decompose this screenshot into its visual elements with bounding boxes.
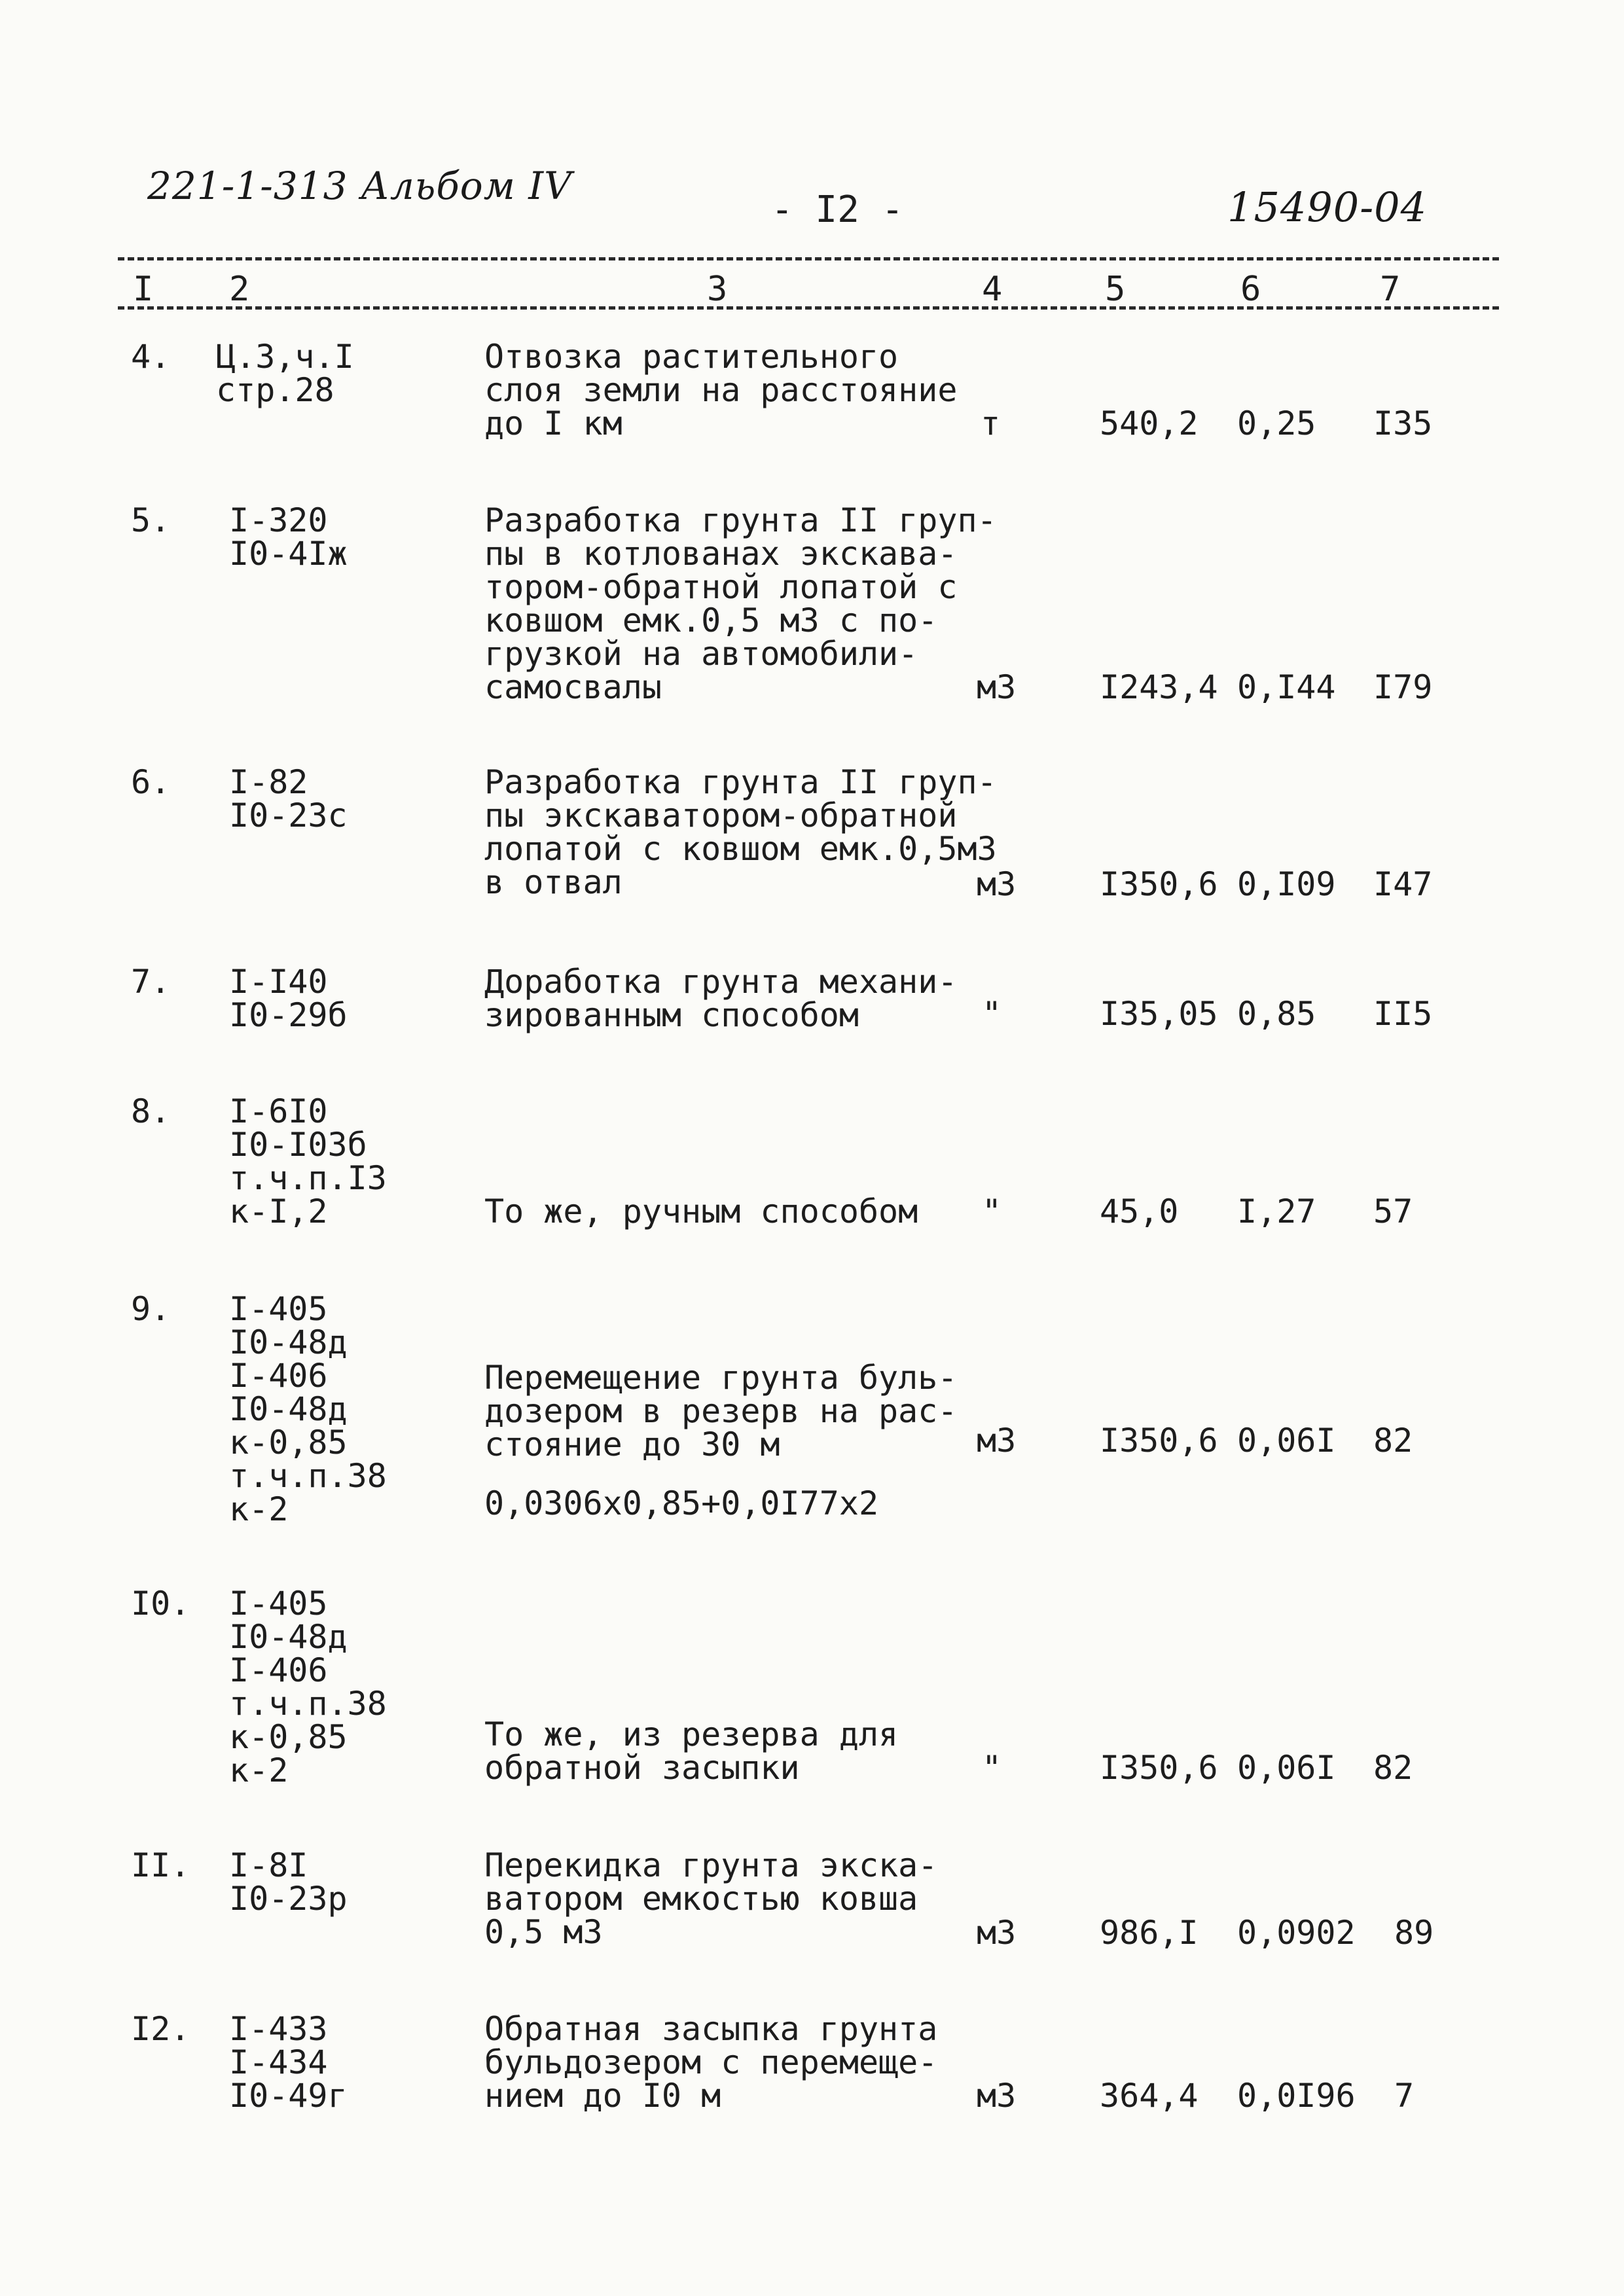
row-coefficient: 0,0902: [1237, 1914, 1356, 1952]
row-total: II5: [1373, 995, 1433, 1033]
row-total: 57: [1373, 1193, 1413, 1230]
row-coefficient: I,27: [1237, 1193, 1316, 1230]
row-coefficient: 0,06I: [1237, 1749, 1336, 1787]
row-number: I0.: [131, 1585, 190, 1623]
row-description: Отвозка растительного слоя земли на расстояние до I км: [484, 338, 958, 442]
column-number-3: 3: [707, 270, 728, 309]
row-coefficient: 0,0I96: [1237, 2077, 1356, 2115]
row-coefficient: 0,25: [1237, 404, 1316, 442]
row-reference: Ц.3,ч.I стр.28: [216, 338, 354, 409]
column-number-7: 7: [1380, 270, 1401, 309]
row-total: 82: [1373, 1749, 1413, 1787]
row-reference: I-433 I-434 I0-49г: [229, 2010, 348, 2115]
header-top-rule: [118, 257, 1499, 260]
row-total: 89: [1394, 1914, 1434, 1952]
row-total: 7: [1394, 2077, 1415, 2115]
row-description: Разработка грунта II груп- пы экскаватором-обратной лопатой с ковшом емк.0,5м3 в отвал: [484, 763, 997, 901]
page-number: - I2 -: [771, 188, 904, 231]
row-coefficient: 0,06I: [1237, 1422, 1336, 1460]
row-unit: м3: [977, 1422, 1017, 1460]
row-description: Перемещение грунта буль- дозером в резерв на рас- стояние до 30 м: [484, 1359, 958, 1463]
row-number: I2.: [131, 2010, 190, 2048]
row-total: I35: [1373, 404, 1433, 442]
row-number: 7.: [131, 963, 171, 1001]
row-unit: м3: [977, 668, 1017, 706]
row-description: Доработка грунта механи- зированным способом: [484, 963, 958, 1034]
row-reference: I-6I0 I0-I03б т.ч.п.I3 к-I,2: [229, 1092, 387, 1230]
row-quantity: 364,4: [1100, 2077, 1199, 2115]
row-description: Разработка грунта II груп- пы в котлованах экскава- тором-обратной лопатой с ковшом емк.0,5 м3 с по- грузкой на автомобили- самосвалы: [484, 501, 997, 706]
row-quantity: I350,6: [1100, 1422, 1218, 1460]
row-unit: м3: [977, 1914, 1017, 1952]
row-coefficient: 0,I09: [1237, 865, 1336, 903]
row-quantity: I350,6: [1100, 1749, 1218, 1787]
column-number-1: I: [133, 270, 154, 309]
row-unit: м3: [977, 865, 1017, 903]
row-quantity: I350,6: [1100, 865, 1218, 903]
row-description: То же, из резерва для обратной засыпки: [484, 1715, 899, 1787]
row-coefficient: 0,85: [1237, 995, 1316, 1033]
row-reference: I-8I I0-23р: [229, 1846, 348, 1918]
row-unit: т: [981, 404, 1001, 442]
row-coefficient: 0,I44: [1237, 668, 1336, 706]
row-reference: I-320 I0-4Iж: [229, 501, 348, 573]
row-total: 82: [1373, 1422, 1413, 1460]
row-unit: ": [982, 1193, 1002, 1230]
column-number-6: 6: [1240, 270, 1261, 309]
row-description: Обратная засыпка грунта бульдозером с перемеще- нием до I0 м: [484, 2010, 938, 2115]
row-total: I79: [1373, 668, 1433, 706]
row-reference: I-I40 I0-29б: [229, 963, 348, 1034]
row-number: 8.: [131, 1092, 171, 1130]
row-number: 4.: [131, 338, 171, 376]
column-number-2: 2: [229, 270, 250, 309]
row-unit: ": [982, 995, 1002, 1033]
row-description: Перекидка грунта экска- ватором емкостью ковша 0,5 м3: [484, 1846, 938, 1951]
row-reference: I-405 I0-48д I-406 I0-48д к-0,85 т.ч.п.38 к-2: [229, 1290, 387, 1528]
row-reference: I-405 I0-48д I-406 т.ч.п.38 к-0,85 к-2: [229, 1585, 387, 1789]
calculation-formula: 0,0306х0,85+0,0I77х2: [484, 1484, 879, 1522]
row-unit: м3: [977, 2077, 1017, 2115]
column-number-5: 5: [1105, 270, 1126, 309]
row-number: II.: [131, 1846, 190, 1884]
row-number: 9.: [131, 1290, 171, 1328]
row-unit: ": [982, 1749, 1002, 1787]
row-quantity: I243,4: [1100, 668, 1218, 706]
row-quantity: 45,0: [1100, 1193, 1179, 1230]
document-number: 15490-04: [1227, 183, 1428, 231]
handwritten-album-note: 221-1-313 Альбом IV: [147, 164, 573, 208]
row-quantity: 540,2: [1100, 404, 1199, 442]
header-bottom-rule: [118, 306, 1499, 310]
row-number: 6.: [131, 763, 171, 801]
row-description: То же, ручным способом: [484, 1193, 918, 1230]
row-quantity: 986,I: [1100, 1914, 1199, 1952]
row-quantity: I35,05: [1100, 995, 1218, 1033]
row-reference: I-82 I0-23с: [229, 763, 348, 834]
row-total: I47: [1373, 865, 1433, 903]
column-number-4: 4: [982, 270, 1003, 309]
row-number: 5.: [131, 501, 171, 539]
